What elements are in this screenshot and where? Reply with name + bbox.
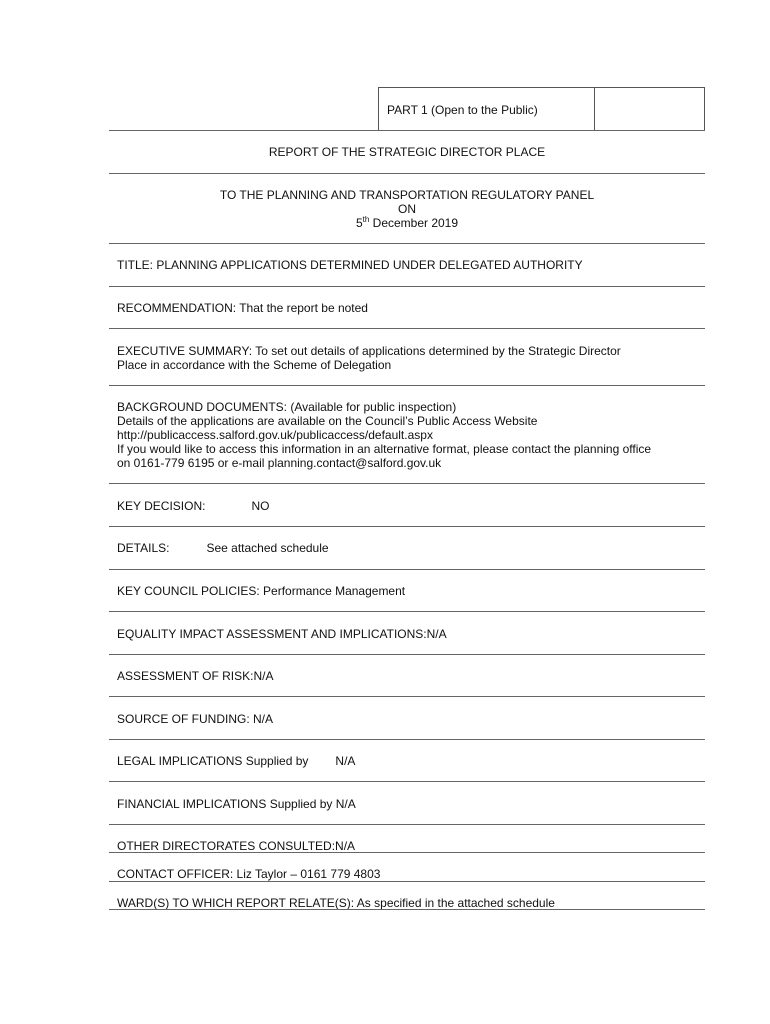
background-documents-line-1: BACKGROUND DOCUMENTS: (Available for public inspection) [117, 400, 457, 414]
divider [109, 881, 705, 882]
public-access-url: http://publicaccess.salford.gov.uk/publicaccess/default.aspx [117, 428, 433, 442]
divider [109, 243, 705, 244]
details-label: DETAILS: [117, 541, 170, 555]
assessment-of-risk: ASSESSMENT OF RISK:N/A [117, 669, 274, 683]
date-rest: December 2019 [369, 216, 459, 230]
divider [109, 781, 705, 782]
to-panel: TO THE PLANNING AND TRANSPORTATION REGULATORY PANEL [219, 188, 595, 202]
report-of: REPORT OF THE STRATEGIC DIRECTOR PLACE [268, 145, 546, 159]
contact-officer: CONTACT OFFICER: Liz Taylor – 0161 779 4803 [117, 867, 381, 881]
key-decision [117, 499, 697, 513]
divider [109, 611, 705, 612]
recommendation: RECOMMENDATION: That the report be noted [117, 301, 368, 315]
divider [109, 824, 705, 825]
key-decision-value: NO [251, 499, 270, 513]
meeting-date [109, 216, 705, 230]
source-of-funding: SOURCE OF FUNDING: N/A [117, 712, 274, 726]
other-directorates: OTHER DIRECTORATES CONSULTED:N/A [117, 839, 356, 853]
background-documents-line-4: If you would like to access this information in an alternative format, please contact the planning office [117, 442, 652, 456]
background-documents-line-5: on 0161-779 6195 or e-mail planning.contact@salford.gov.uk [117, 456, 442, 470]
divider [109, 654, 705, 655]
part-label: PART 1 (Open to the Public) [379, 88, 595, 130]
divider [109, 385, 705, 386]
executive-summary-line-2: Place in accordance with the Scheme of Delegation [117, 358, 392, 372]
report-title: TITLE: PLANNING APPLICATIONS DETERMINED UNDER DELEGATED AUTHORITY [117, 258, 583, 272]
details-value: See attached schedule [206, 541, 329, 555]
divider [109, 526, 705, 527]
divider [109, 483, 705, 484]
details [117, 541, 697, 555]
legal-implications-label: LEGAL IMPLICATIONS Supplied by [117, 754, 309, 768]
part-classification-box [378, 87, 705, 131]
divider [109, 696, 705, 697]
divider [109, 130, 705, 131]
equality-impact: EQUALITY IMPACT ASSESSMENT AND IMPLICATIONS:N/A [117, 627, 447, 641]
part-blank-cell [595, 88, 704, 130]
divider [109, 852, 705, 853]
key-decision-label: KEY DECISION: [117, 499, 206, 513]
background-documents-line-2: Details of the applications are available on the Council’s Public Access Website [117, 414, 538, 428]
executive-summary-line-1: EXECUTIVE SUMMARY: To set out details of applications determined by the Strategic Director [117, 344, 621, 358]
wards: WARD(S) TO WHICH REPORT RELATE(S): As specified in the attached schedule [117, 896, 555, 910]
divider [109, 173, 705, 174]
on-word: ON [398, 202, 416, 216]
divider [109, 909, 705, 910]
key-council-policies: KEY COUNCIL POLICIES: Performance Management [117, 584, 406, 598]
date-day: 5 [355, 216, 363, 230]
legal-implications-value: N/A [335, 754, 356, 768]
legal-implications [117, 754, 697, 768]
date-suffix: th [362, 215, 370, 224]
divider [109, 569, 705, 570]
financial-implications: FINANCIAL IMPLICATIONS Supplied by N/A [117, 797, 356, 811]
divider [109, 328, 705, 329]
divider [109, 739, 705, 740]
divider [109, 286, 705, 287]
